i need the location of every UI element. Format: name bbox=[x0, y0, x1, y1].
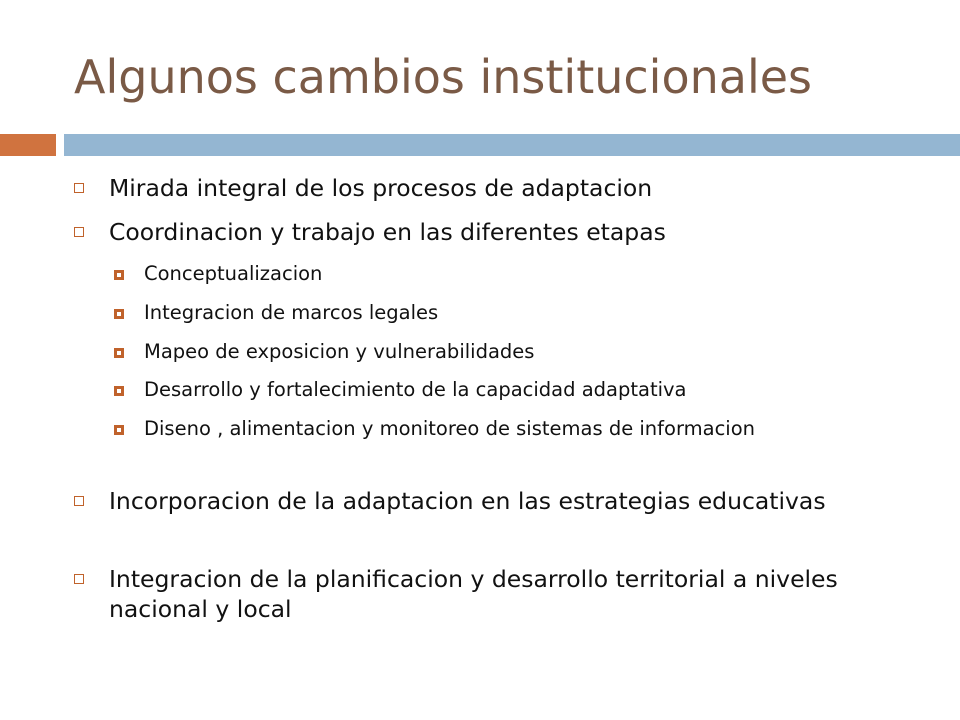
bullet-item bbox=[74, 173, 894, 203]
slide-title: Algunos cambios institucionales bbox=[74, 50, 812, 104]
bullet-item bbox=[74, 486, 854, 516]
hollow-square-bullet-icon bbox=[74, 574, 84, 584]
hollow-square-bullet-icon bbox=[74, 496, 84, 506]
bullet-text: Mirada integral de los procesos de adaptacion bbox=[109, 174, 653, 202]
filled-square-bullet-icon bbox=[114, 386, 124, 396]
sub-bullet-item bbox=[114, 261, 894, 286]
bullet-text: Integracion de la planificacion y desarrollo territorial a niveles nacional y local bbox=[109, 565, 838, 623]
bullet-text: Coordinacion y trabajo en las diferentes etapas bbox=[109, 218, 666, 246]
bullet-item bbox=[74, 564, 894, 624]
sub-bullet-item bbox=[114, 377, 894, 402]
hollow-square-bullet-icon bbox=[74, 183, 84, 193]
sub-bullet-item bbox=[114, 300, 894, 325]
bullet-text: Incorporacion de la adaptacion en las estrategias educativas bbox=[109, 487, 826, 515]
sub-bullet-item bbox=[114, 416, 824, 441]
hollow-square-bullet-icon bbox=[74, 227, 84, 237]
filled-square-bullet-icon bbox=[114, 270, 124, 280]
sub-bullet-text: Mapeo de exposicion y vulnerabilidades bbox=[144, 340, 535, 363]
sub-bullet-text: Integracion de marcos legales bbox=[144, 301, 439, 324]
sub-bullet-item bbox=[114, 339, 894, 364]
bullet-item bbox=[74, 217, 894, 247]
sub-bullet-text: Conceptualizacion bbox=[144, 262, 323, 285]
filled-square-bullet-icon bbox=[114, 348, 124, 358]
filled-square-bullet-icon bbox=[114, 309, 124, 319]
sub-bullet-text: Diseno , alimentacion y monitoreo de sistemas de informacion bbox=[144, 417, 756, 440]
filled-square-bullet-icon bbox=[114, 425, 124, 435]
sub-bullet-text: Desarrollo y fortalecimiento de la capacidad adaptativa bbox=[144, 378, 687, 401]
